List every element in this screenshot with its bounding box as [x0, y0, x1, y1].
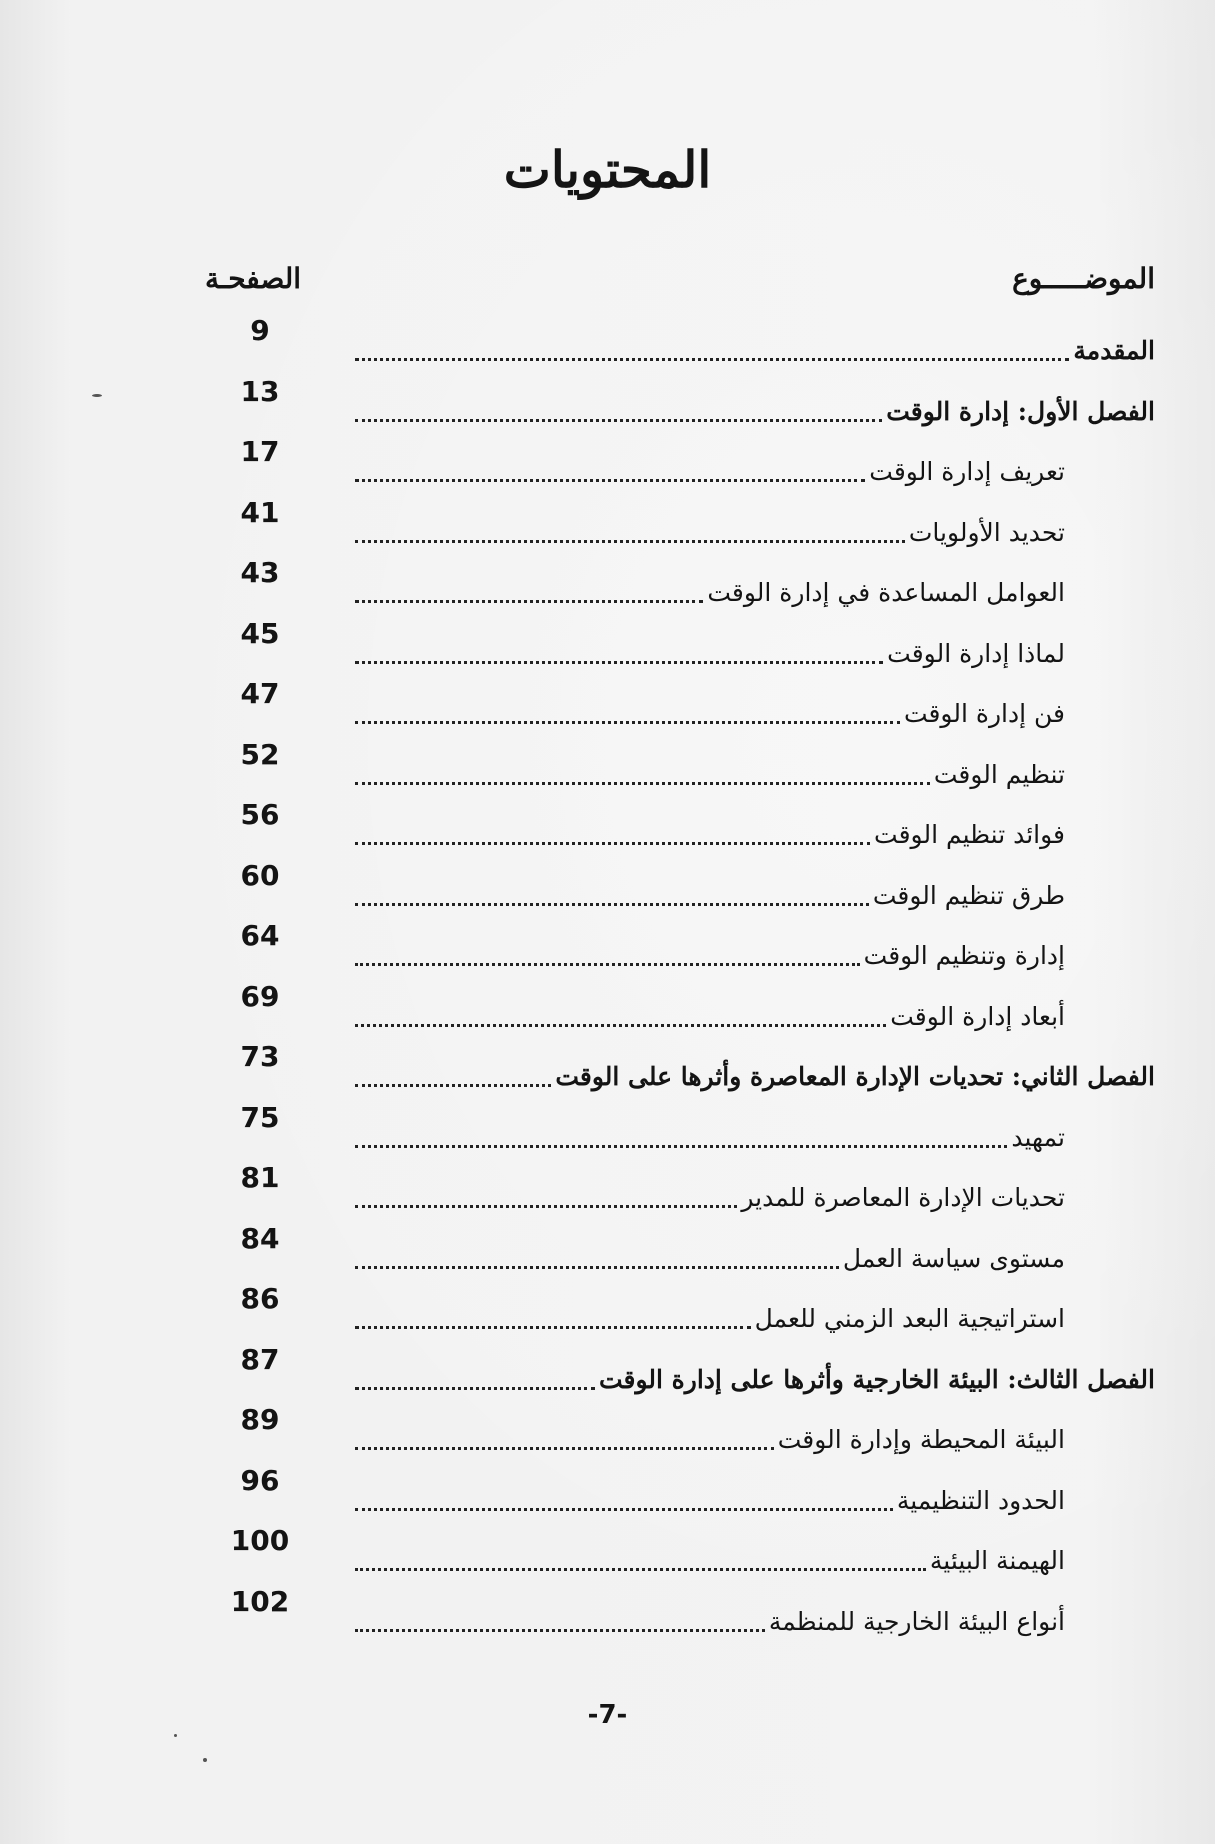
- dotted-leader: [355, 1204, 737, 1208]
- toc-entry-title: البيئة المحيطة وإدارة الوقت: [777, 1425, 1065, 1454]
- toc-entry-page: 56: [240, 798, 280, 831]
- toc-entry-title: تعريف إدارة الوقت: [869, 457, 1065, 486]
- dotted-leader: [355, 1446, 774, 1450]
- toc-entry-title: الحدود التنظيمية: [896, 1485, 1065, 1515]
- toc-entry: [205, 435, 1155, 496]
- toc-entry-title: العوامل المساعدة في إدارة الوقت: [707, 578, 1065, 607]
- dotted-leader: [355, 902, 869, 906]
- toc-entry-page: 96: [240, 1463, 280, 1497]
- toc-entry-page: 9: [250, 314, 270, 347]
- dotted-leader: [355, 1325, 751, 1329]
- dotted-leader: [355, 841, 870, 845]
- dotted-leader: [355, 1265, 839, 1269]
- toc-entry: [205, 677, 1155, 738]
- toc-entry-line: [355, 1363, 1155, 1397]
- toc-entry-line: [355, 1000, 1155, 1034]
- scan-speck: [203, 1758, 207, 1762]
- toc-entry-line: [355, 516, 1155, 550]
- toc-entry-title: أبعاد إدارة الوقت: [890, 1001, 1065, 1031]
- toc-entry-title: الفصل الثاني: تحديات الإدارة المعاصرة وأثرها على الوقت: [555, 1062, 1155, 1091]
- dotted-leader: [355, 599, 703, 603]
- toc-entry: [205, 980, 1155, 1041]
- toc-entry-page: 87: [240, 1342, 280, 1376]
- toc-entry-line: [355, 1181, 1155, 1215]
- toc-entry-page: 84: [240, 1221, 280, 1255]
- toc-entry-page: 47: [240, 677, 280, 710]
- toc-entry-page: 43: [240, 556, 280, 589]
- dotted-leader: [355, 1144, 1007, 1148]
- toc-entry-title: الفصل الأول: إدارة الوقت: [886, 396, 1155, 426]
- dotted-leader: [355, 539, 905, 543]
- dotted-leader: [355, 1386, 595, 1390]
- toc-entry-title: أنواع البيئة الخارجية للمنظمة: [768, 1606, 1065, 1636]
- toc-entry-page: 13: [240, 374, 280, 408]
- dotted-leader: [355, 478, 865, 482]
- toc-entry-page: 102: [230, 1584, 290, 1618]
- toc-entry: [205, 1343, 1155, 1404]
- toc-entry-line: [355, 395, 1155, 429]
- toc-entry: [205, 496, 1155, 557]
- toc-entry-title: تنظيم الوقت: [933, 759, 1065, 789]
- toc-entry-title: إدارة وتنظيم الوقت: [863, 941, 1065, 970]
- scan-speck: [92, 394, 102, 397]
- dotted-leader: [355, 720, 900, 724]
- dotted-leader: [355, 357, 1069, 361]
- toc-entry-title: لماذا إدارة الوقت: [887, 638, 1065, 668]
- toc-entry: [205, 859, 1155, 920]
- toc-entry-page: 73: [240, 1040, 280, 1073]
- page-title: المحتويات: [503, 140, 712, 199]
- toc-entry: [205, 314, 1155, 375]
- toc-entry-line: [355, 1302, 1155, 1336]
- toc-entry-title: فن إدارة الوقت: [903, 699, 1065, 728]
- toc-entry-line: [355, 1060, 1155, 1094]
- dotted-leader: [355, 781, 930, 785]
- dotted-leader: [355, 660, 883, 664]
- toc-header: [205, 262, 1155, 308]
- toc-entry: [205, 1222, 1155, 1283]
- toc-entry: [205, 1040, 1155, 1101]
- scan-speck: [174, 1734, 177, 1737]
- toc-entry: [205, 1161, 1155, 1222]
- toc-entry-page: 41: [240, 495, 280, 529]
- topic-column-header: الموضـــــوع: [1012, 262, 1155, 295]
- toc-entry-page: 75: [240, 1100, 280, 1134]
- table-of-contents: [205, 314, 1155, 1645]
- toc-entry-line: [355, 1121, 1155, 1155]
- toc-entry-page: 60: [240, 858, 280, 892]
- toc-entry-page: 69: [240, 979, 280, 1013]
- toc-entry-title: استراتيجية البعد الزمني للعمل: [754, 1304, 1065, 1333]
- toc-entry-line: [355, 879, 1155, 913]
- toc-entry-line: [355, 818, 1155, 852]
- toc-entry-page: 81: [240, 1161, 280, 1194]
- toc-entry-title: مستوى سياسة العمل: [842, 1243, 1065, 1273]
- dotted-leader: [355, 1023, 886, 1027]
- toc-entry: [205, 798, 1155, 859]
- toc-entry: [205, 1101, 1155, 1162]
- toc-entry-page: 45: [240, 616, 280, 650]
- dotted-leader: [355, 1083, 551, 1087]
- page-column-header: الصفحـة: [205, 262, 302, 295]
- toc-entry: [205, 1464, 1155, 1525]
- toc-entry-title: تمهيد: [1011, 1122, 1065, 1152]
- dotted-leader: [355, 1507, 893, 1511]
- toc-entry-page: 100: [230, 1524, 290, 1557]
- toc-entry-title: الهيمنة البيئية: [929, 1546, 1065, 1575]
- toc-entry-page: 17: [240, 435, 280, 468]
- toc-entry-line: [355, 1242, 1155, 1276]
- toc-entry: [205, 556, 1155, 617]
- toc-entry: [205, 919, 1155, 980]
- dotted-leader: [355, 1567, 926, 1571]
- toc-entry-title: طرق تنظيم الوقت: [872, 880, 1065, 910]
- toc-entry-line: [355, 637, 1155, 671]
- page-number: -7-: [587, 1700, 628, 1730]
- toc-entry-page: 64: [240, 919, 280, 952]
- toc-entry-page: 52: [240, 737, 280, 771]
- toc-entry-line: [355, 758, 1155, 792]
- toc-entry-page: 86: [240, 1282, 280, 1315]
- toc-entry: [205, 1282, 1155, 1343]
- toc-entry-page: 89: [240, 1403, 280, 1436]
- toc-entry-line: [355, 1484, 1155, 1518]
- toc-entry-title: تحديد الأولويات: [908, 517, 1065, 547]
- toc-entry-title: فوائد تنظيم الوقت: [874, 820, 1065, 849]
- toc-entry: [205, 617, 1155, 678]
- toc-entry-line: [355, 1423, 1155, 1457]
- toc-entry: [205, 1524, 1155, 1585]
- toc-entry-line: [355, 1544, 1155, 1578]
- toc-entry: [205, 1585, 1155, 1646]
- toc-entry: [205, 738, 1155, 799]
- toc-entry: [205, 375, 1155, 436]
- toc-entry: [205, 1403, 1155, 1464]
- toc-entry-line: [355, 697, 1155, 731]
- dotted-leader: [355, 962, 860, 966]
- toc-entry-title: الفصل الثالث: البيئة الخارجية وأثرها على إدارة الوقت: [598, 1364, 1155, 1394]
- toc-entry-line: [355, 1605, 1155, 1639]
- toc-entry-line: [355, 334, 1155, 368]
- toc-entry-title: المقدمة: [1073, 336, 1155, 365]
- toc-entry-line: [355, 576, 1155, 610]
- dotted-leader: [355, 418, 882, 422]
- toc-entry-title: تحديات الإدارة المعاصرة للمدير: [741, 1183, 1065, 1212]
- dotted-leader: [355, 1628, 765, 1632]
- toc-entry-line: [355, 939, 1155, 973]
- toc-entry-line: [355, 455, 1155, 489]
